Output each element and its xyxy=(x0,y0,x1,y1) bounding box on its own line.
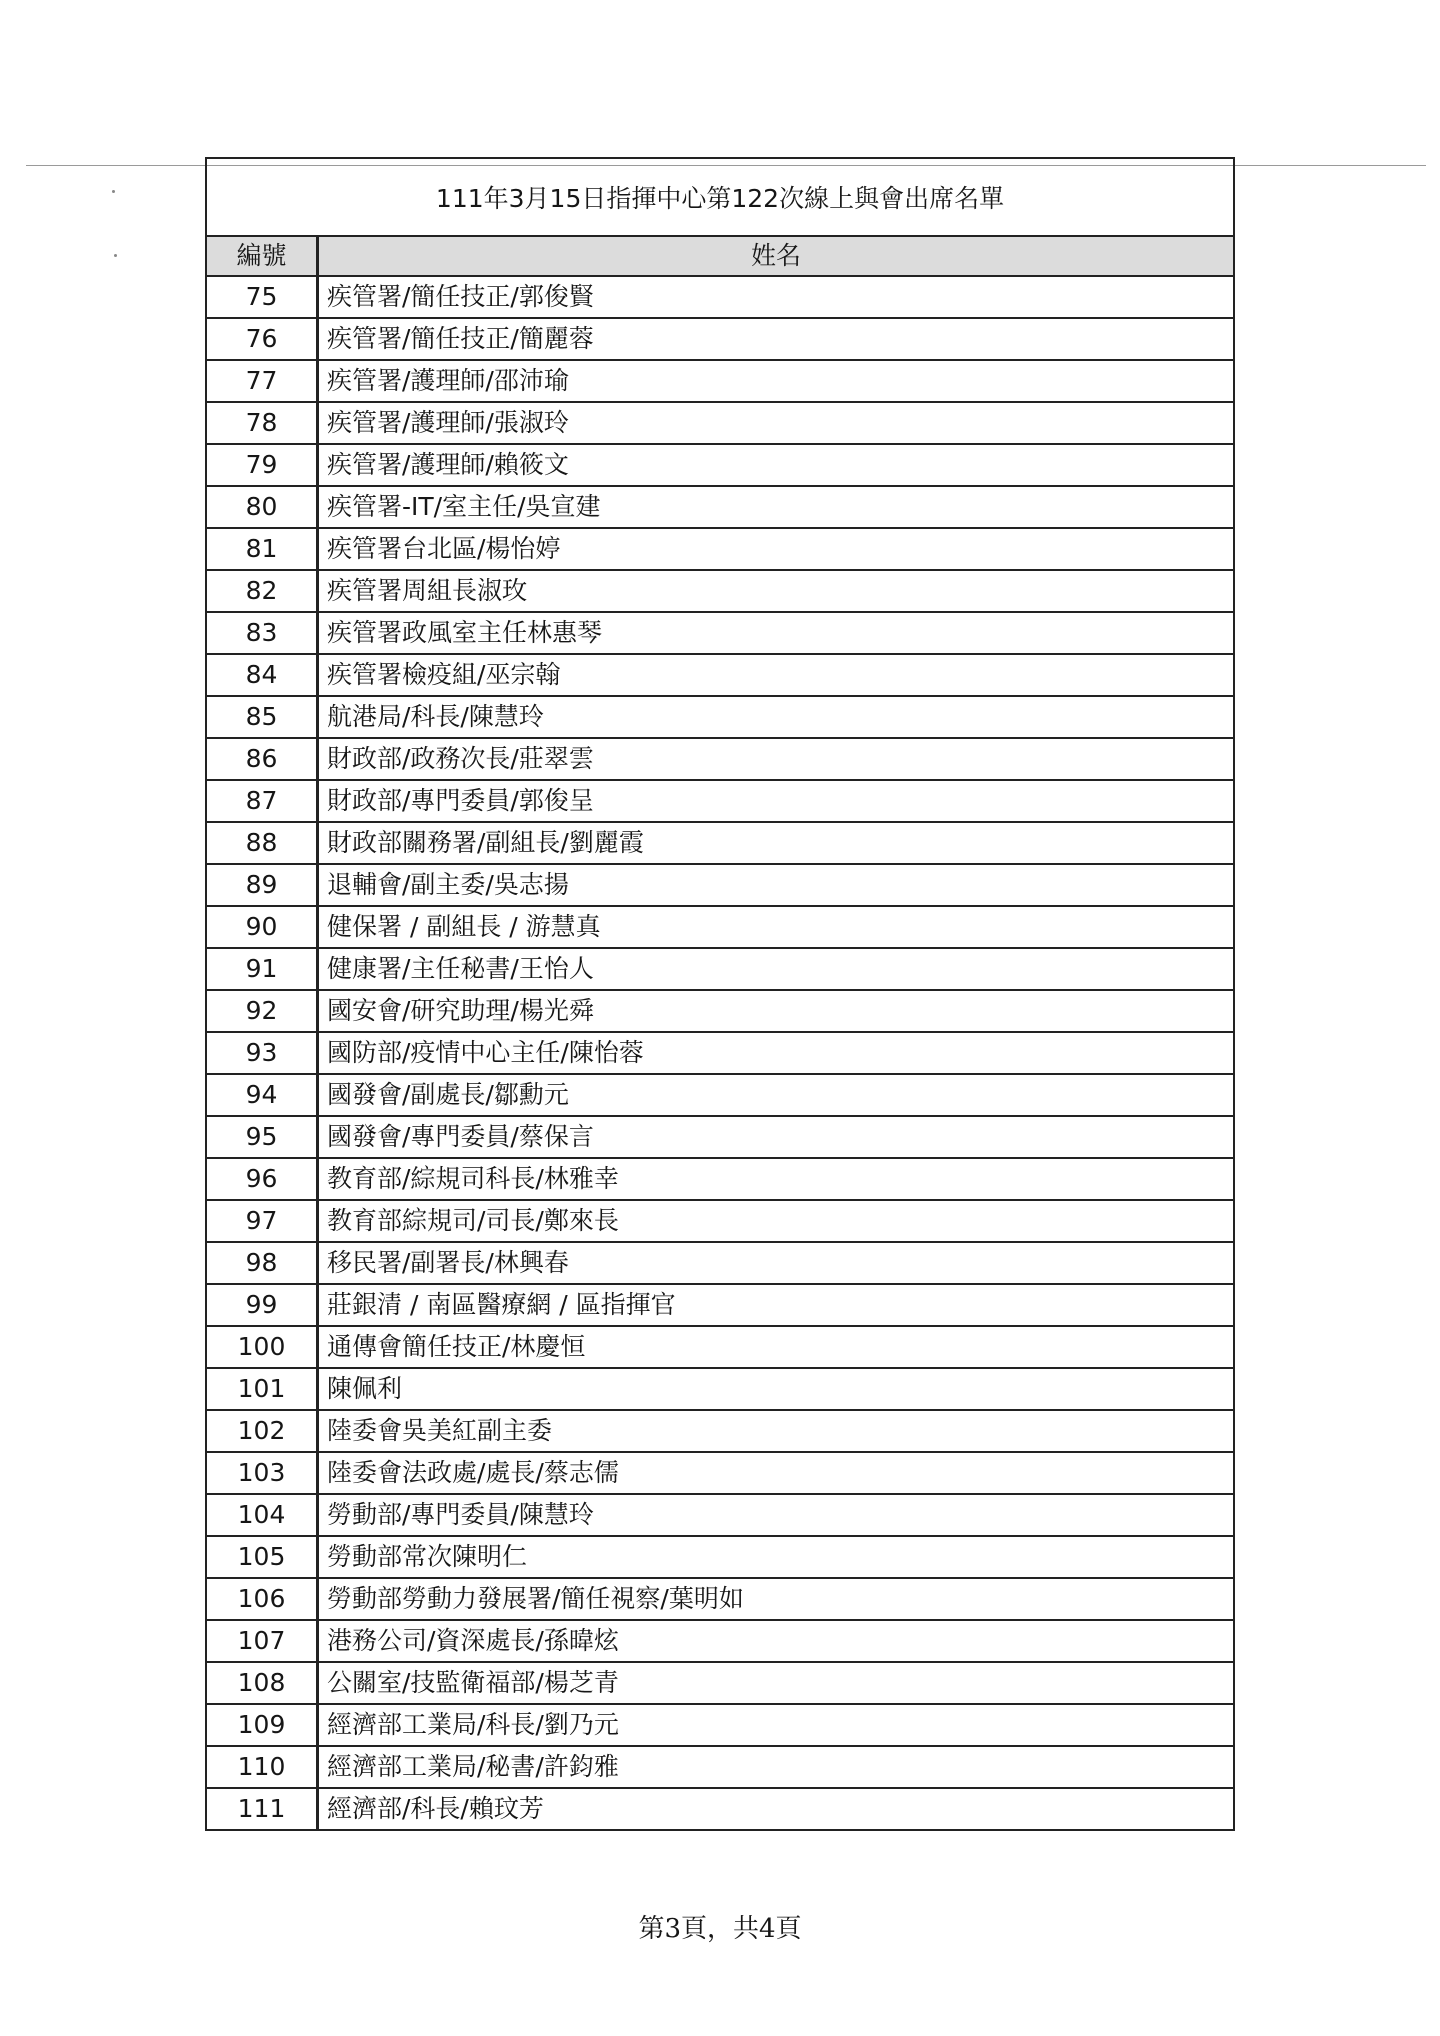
table-row xyxy=(207,1536,1233,1578)
row-number: 93 xyxy=(207,1032,318,1074)
row-number: 84 xyxy=(207,654,318,696)
table-row xyxy=(207,1578,1233,1620)
attendee-name: 公關室/技監衛福部/楊芝青 xyxy=(318,1662,1234,1704)
column-header-name: 姓名 xyxy=(318,237,1234,276)
table-row xyxy=(207,1032,1233,1074)
row-number: 99 xyxy=(207,1284,318,1326)
row-number: 76 xyxy=(207,318,318,360)
row-number: 110 xyxy=(207,1746,318,1788)
attendance-sheet xyxy=(205,157,1235,1831)
attendee-name: 陸委會吳美紅副主委 xyxy=(318,1410,1234,1452)
row-number: 81 xyxy=(207,528,318,570)
table-row xyxy=(207,906,1233,948)
attendee-name: 疾管署/簡任技正/郭俊賢 xyxy=(318,276,1234,318)
attendee-name: 港務公司/資深處長/孫暐炫 xyxy=(318,1620,1234,1662)
attendee-name: 疾管署檢疫組/巫宗翰 xyxy=(318,654,1234,696)
attendee-name: 財政部關務署/副組長/劉麗霞 xyxy=(318,822,1234,864)
attendee-name: 陳佩利 xyxy=(318,1368,1234,1410)
attendee-name: 莊銀清 / 南區醫療網 / 區指揮官 xyxy=(318,1284,1234,1326)
row-number: 109 xyxy=(207,1704,318,1746)
table-row xyxy=(207,486,1233,528)
attendee-name: 疾管署-IT/室主任/吳宣建 xyxy=(318,486,1234,528)
attendance-table xyxy=(207,237,1233,1831)
attendee-name: 經濟部工業局/秘書/許鈞雅 xyxy=(318,1746,1234,1788)
row-number: 91 xyxy=(207,948,318,990)
table-row xyxy=(207,948,1233,990)
row-number: 86 xyxy=(207,738,318,780)
attendee-name: 疾管署/簡任技正/簡麗蓉 xyxy=(318,318,1234,360)
row-number: 79 xyxy=(207,444,318,486)
row-number: 104 xyxy=(207,1494,318,1536)
attendee-name: 國防部/疫情中心主任/陳怡蓉 xyxy=(318,1032,1234,1074)
row-number: 78 xyxy=(207,402,318,444)
row-number: 90 xyxy=(207,906,318,948)
row-number: 77 xyxy=(207,360,318,402)
table-row xyxy=(207,318,1233,360)
attendee-name: 教育部綜規司/司長/鄭來長 xyxy=(318,1200,1234,1242)
row-number: 98 xyxy=(207,1242,318,1284)
attendee-name: 疾管署台北區/楊怡婷 xyxy=(318,528,1234,570)
attendee-name: 勞動部常次陳明仁 xyxy=(318,1536,1234,1578)
table-row xyxy=(207,990,1233,1032)
attendee-name: 財政部/政務次長/莊翠雲 xyxy=(318,738,1234,780)
table-row xyxy=(207,822,1233,864)
attendee-name: 財政部/專門委員/郭俊呈 xyxy=(318,780,1234,822)
table-row xyxy=(207,1242,1233,1284)
row-number: 88 xyxy=(207,822,318,864)
table-row xyxy=(207,696,1233,738)
table-row xyxy=(207,402,1233,444)
table-row xyxy=(207,1452,1233,1494)
attendee-name: 勞動部勞動力發展署/簡任視察/葉明如 xyxy=(318,1578,1234,1620)
table-row xyxy=(207,528,1233,570)
table-row xyxy=(207,1074,1233,1116)
row-number: 85 xyxy=(207,696,318,738)
row-number: 82 xyxy=(207,570,318,612)
table-row xyxy=(207,1620,1233,1662)
attendee-name: 通傳會簡任技正/林慶恒 xyxy=(318,1326,1234,1368)
attendee-name: 疾管署/護理師/賴筱文 xyxy=(318,444,1234,486)
row-number: 108 xyxy=(207,1662,318,1704)
table-row xyxy=(207,1704,1233,1746)
row-number: 97 xyxy=(207,1200,318,1242)
row-number: 94 xyxy=(207,1074,318,1116)
attendee-name: 移民署/副署長/林興春 xyxy=(318,1242,1234,1284)
attendee-name: 經濟部/科長/賴玟芳 xyxy=(318,1788,1234,1830)
table-body xyxy=(207,276,1233,1830)
table-row xyxy=(207,612,1233,654)
table-row xyxy=(207,1326,1233,1368)
table-row xyxy=(207,360,1233,402)
row-number: 92 xyxy=(207,990,318,1032)
column-header-number: 編號 xyxy=(207,237,318,276)
row-number: 105 xyxy=(207,1536,318,1578)
attendee-name: 勞動部/專門委員/陳慧玲 xyxy=(318,1494,1234,1536)
table-row xyxy=(207,444,1233,486)
page-number-footer: 第3頁，共4頁 xyxy=(638,1914,802,1944)
row-number: 95 xyxy=(207,1116,318,1158)
row-number: 75 xyxy=(207,276,318,318)
row-number: 103 xyxy=(207,1452,318,1494)
attendee-name: 疾管署周組長淑玫 xyxy=(318,570,1234,612)
scan-speck xyxy=(112,190,115,193)
table-row xyxy=(207,1200,1233,1242)
attendee-name: 疾管署/護理師/邵沛瑜 xyxy=(318,360,1234,402)
attendee-name: 國發會/副處長/鄒勳元 xyxy=(318,1074,1234,1116)
table-row xyxy=(207,1410,1233,1452)
table-row xyxy=(207,276,1233,318)
attendee-name: 陸委會法政處/處長/蔡志儒 xyxy=(318,1452,1234,1494)
attendee-name: 航港局/科長/陳慧玲 xyxy=(318,696,1234,738)
table-row xyxy=(207,1158,1233,1200)
attendee-name: 經濟部工業局/科長/劉乃元 xyxy=(318,1704,1234,1746)
row-number: 87 xyxy=(207,780,318,822)
table-row xyxy=(207,1284,1233,1326)
attendee-name: 疾管署/護理師/張淑玲 xyxy=(318,402,1234,444)
attendee-name: 國安會/研究助理/楊光舜 xyxy=(318,990,1234,1032)
table-row xyxy=(207,1746,1233,1788)
attendee-name: 退輔會/副主委/吳志揚 xyxy=(318,864,1234,906)
attendee-name: 國發會/專門委員/蔡保言 xyxy=(318,1116,1234,1158)
attendee-name: 健康署/主任秘書/王怡人 xyxy=(318,948,1234,990)
table-row xyxy=(207,570,1233,612)
attendee-name: 健保署 / 副組長 / 游慧真 xyxy=(318,906,1234,948)
attendee-name: 疾管署政風室主任林惠琴 xyxy=(318,612,1234,654)
row-number: 80 xyxy=(207,486,318,528)
table-row xyxy=(207,780,1233,822)
sheet-title: 111年3月15日指揮中心第122次線上與會出席名單 xyxy=(207,159,1233,237)
table-row xyxy=(207,864,1233,906)
table-row xyxy=(207,1788,1233,1830)
row-number: 102 xyxy=(207,1410,318,1452)
row-number: 100 xyxy=(207,1326,318,1368)
table-row xyxy=(207,654,1233,696)
table-row xyxy=(207,1116,1233,1158)
table-header-row xyxy=(207,237,1233,276)
row-number: 96 xyxy=(207,1158,318,1200)
table-row xyxy=(207,738,1233,780)
row-number: 101 xyxy=(207,1368,318,1410)
row-number: 106 xyxy=(207,1578,318,1620)
table-row xyxy=(207,1368,1233,1410)
row-number: 107 xyxy=(207,1620,318,1662)
table-row xyxy=(207,1662,1233,1704)
table-row xyxy=(207,1494,1233,1536)
row-number: 83 xyxy=(207,612,318,654)
row-number: 89 xyxy=(207,864,318,906)
scan-speck xyxy=(114,254,117,257)
row-number: 111 xyxy=(207,1788,318,1830)
attendee-name: 教育部/綜規司科長/林雅幸 xyxy=(318,1158,1234,1200)
